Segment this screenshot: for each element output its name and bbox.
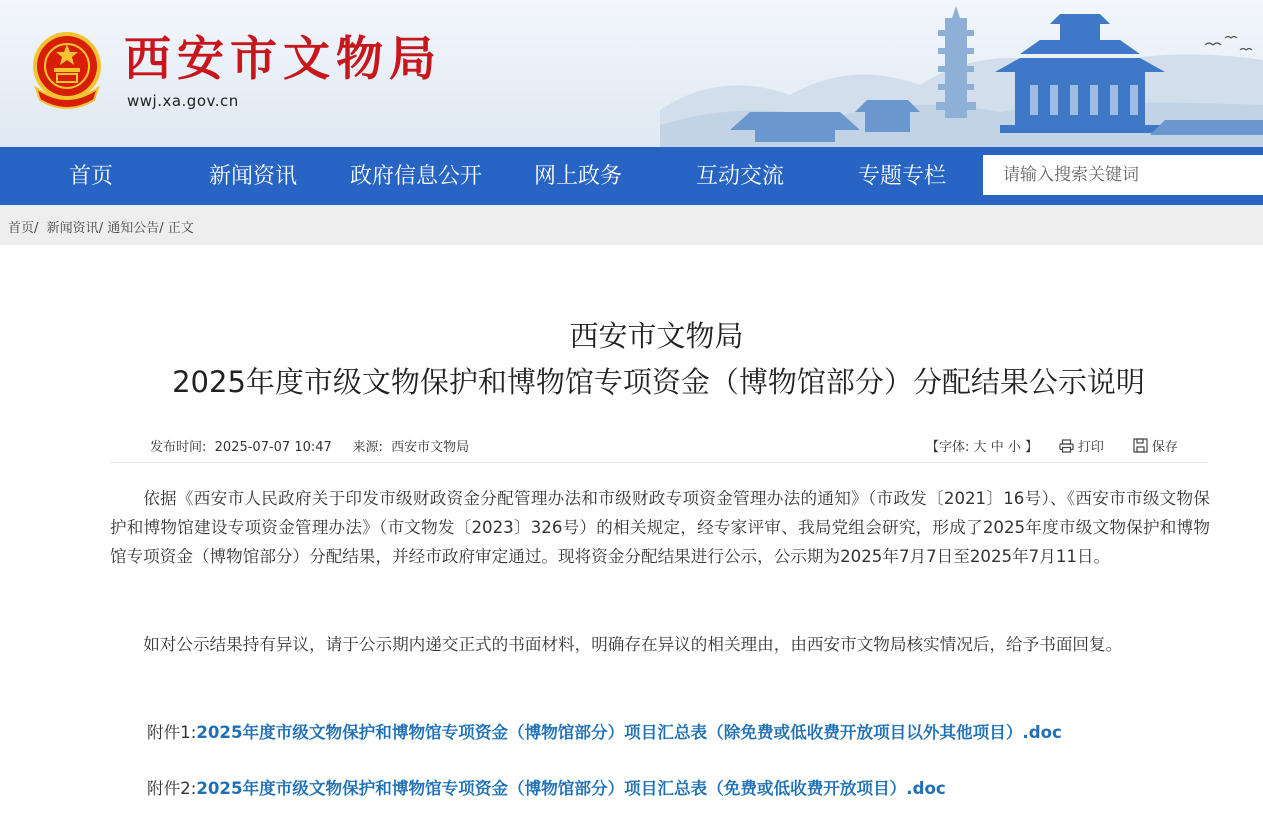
- save-button[interactable]: [1133, 440, 1178, 455]
- breadcrumb-bar: [0, 205, 1263, 245]
- site-header: [0, 0, 1263, 147]
- site-domain: wwj.xa.gov.cn: [127, 92, 239, 110]
- breadcrumb: [8, 217, 194, 236]
- font-small-button[interactable]: 小: [1007, 440, 1021, 455]
- font-large-button[interactable]: 大: [973, 440, 987, 455]
- article-meta: [150, 436, 469, 455]
- print-button[interactable]: [1059, 440, 1108, 455]
- breadcrumb-separator: /: [34, 221, 39, 236]
- font-size-label: 【字体:: [926, 440, 970, 455]
- publish-label: 发布时间:: [150, 440, 207, 455]
- breadcrumb-separator: /: [159, 221, 164, 236]
- breadcrumb-current: 正文: [167, 221, 194, 236]
- breadcrumb-news[interactable]: 新闻资讯: [46, 221, 99, 236]
- attachment-2-label: 附件2:: [147, 779, 197, 798]
- source-value: 西安市文物局: [391, 440, 470, 455]
- article-title-line1: 西安市文物局: [569, 319, 744, 353]
- font-size-end: 】: [1025, 440, 1039, 455]
- breadcrumb-separator: /: [98, 221, 104, 236]
- nav-item-gov-info[interactable]: 政府信息公开: [350, 164, 483, 189]
- attachment-2: [147, 775, 946, 799]
- publish-time: 2025-07-07 10:47: [214, 440, 332, 455]
- nav-item-news[interactable]: 新闻资讯: [209, 164, 298, 189]
- attachment-1-link[interactable]: 2025年度市级文物保护和博物馆专项资金（博物馆部分）项目汇总表（除免费或低收费开放项目以外其他项目）.doc: [196, 723, 1062, 742]
- save-icon: [1133, 438, 1148, 453]
- attachment-2-link[interactable]: 2025年度市级文物保护和博物馆专项资金（博物馆部分）项目汇总表（免费或低收费开放项目）.doc: [196, 779, 946, 798]
- save-label: 保存: [1151, 440, 1178, 455]
- article-title-line2: 2025年度市级文物保护和博物馆专项资金（博物馆部分）分配结果公示说明: [172, 365, 1145, 399]
- nav-item-special-topics[interactable]: 专题专栏: [858, 164, 947, 189]
- nav-item-home[interactable]: 首页: [69, 164, 114, 189]
- article-paragraph-1: 依据《西安市人民政府关于印发市级财政资金分配管理办法和市级财政专项资金管理办法的通知》（市政发〔2021〕16号）、《西安市市级文物保护和博物馆建设专项资金管理办法》（市文物发〔2023〕326号）的相关规定，经专家评审、我局党组会研究，形成了2025年度市级文物保护和博物馆专项资金（博物馆部分）分配结果，并经市政府审定通过。现将资金分配结果进行公示，公示期为2025年7月7日至2025年7月11日。: [110, 489, 1210, 566]
- font-medium-button[interactable]: 中: [990, 440, 1004, 455]
- source-label: 来源:: [352, 440, 383, 455]
- meta-divider: [110, 462, 1208, 463]
- article-tools: [926, 436, 1178, 455]
- print-icon: [1059, 439, 1074, 453]
- skyline-illustration: [660, 0, 1263, 147]
- article-paragraph-2: 如对公示结果持有异议，请于公示期内递交正式的书面材料，明确存在异议的相关理由，由西安市文物局核实情况后，给予书面回复。: [143, 635, 1123, 654]
- nav-item-interaction[interactable]: 互动交流: [696, 164, 785, 189]
- site-title: 西安市文物局: [124, 32, 442, 87]
- nav-item-online-services[interactable]: 网上政务: [534, 164, 623, 189]
- breadcrumb-notices[interactable]: 通知公告: [107, 221, 160, 236]
- search-input[interactable]: [983, 155, 1263, 195]
- attachment-1-label: 附件1:: [147, 723, 197, 742]
- national-emblem-icon[interactable]: [28, 30, 106, 112]
- breadcrumb-home[interactable]: 首页: [8, 221, 35, 236]
- attachment-1: [147, 719, 1062, 743]
- print-label: 打印: [1077, 440, 1104, 455]
